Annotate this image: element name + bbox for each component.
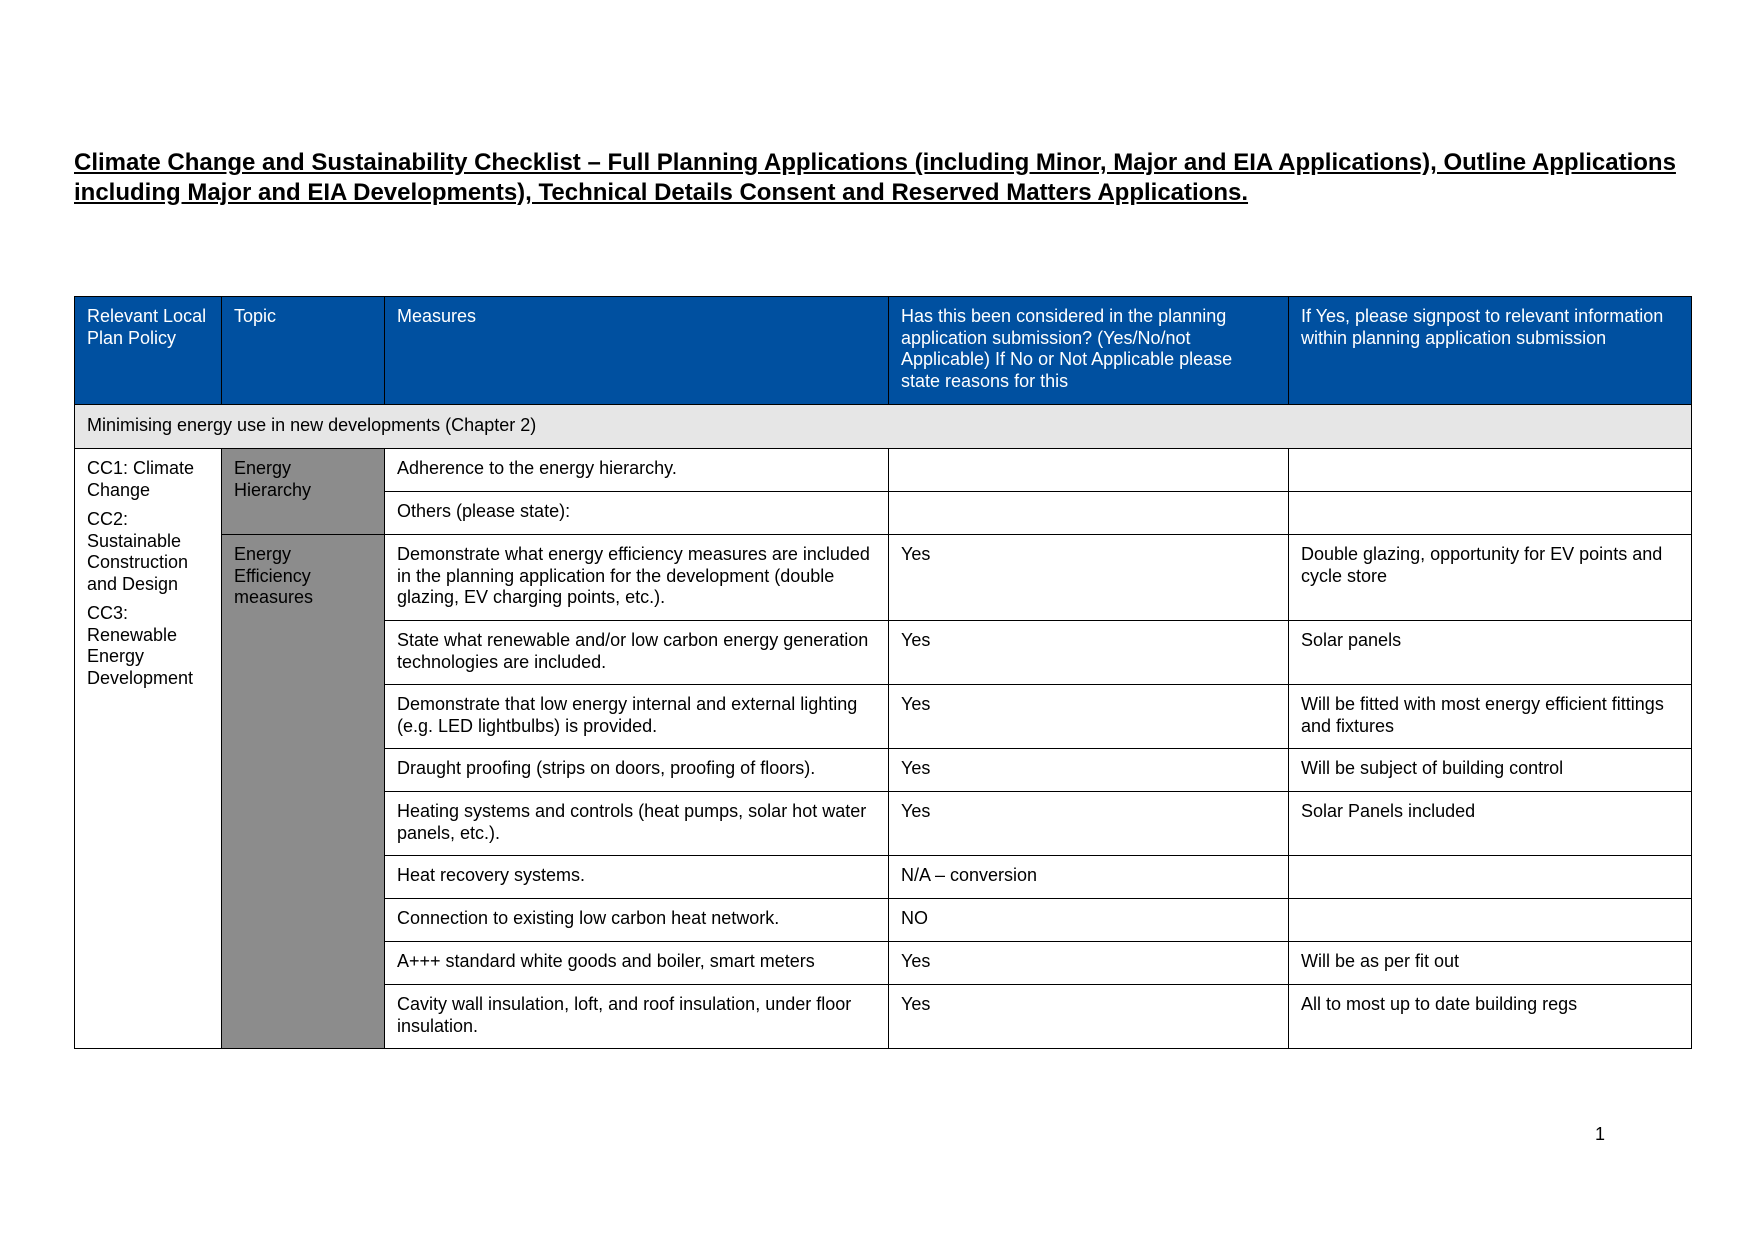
header-row: [75, 297, 1692, 405]
header-signpost: If Yes, please signpost to relevant information within planning application submission: [1289, 297, 1692, 405]
measure-cell: Demonstrate what energy efficiency measures are included in the planning application for the development (double glazing, EV charging points, etc.).: [385, 535, 889, 621]
header-measures: Measures: [385, 297, 889, 405]
considered-cell: Yes: [889, 985, 1289, 1049]
measure-cell: Connection to existing low carbon heat network.: [385, 899, 889, 942]
considered-cell: Yes: [889, 621, 1289, 685]
header-considered: Has this been considered in the planning application submission? (Yes/No/not Applicable) If No or Not Applicable please state reasons for this: [889, 297, 1289, 405]
policy-cc3: CC3: Renewable Energy Development: [87, 603, 194, 688]
signpost-cell: Will be fitted with most energy efficient fittings and fixtures: [1289, 685, 1692, 749]
signpost-cell: Solar Panels included: [1289, 792, 1692, 856]
table-row: [75, 535, 1692, 621]
signpost-cell: Double glazing, opportunity for EV points and cycle store: [1289, 535, 1692, 621]
measure-cell: Heating systems and controls (heat pumps, solar hot water panels, etc.).: [385, 792, 889, 856]
topic-energy-efficiency: Energy Efficiency measures: [222, 535, 385, 1049]
section-title: Minimising energy use in new developments (Chapter 2): [75, 405, 1692, 449]
policy-cc2: CC2: Sustainable Construction and Design: [87, 509, 189, 594]
considered-cell: Yes: [889, 685, 1289, 749]
section-row: [75, 405, 1692, 449]
measure-cell: Cavity wall insulation, loft, and roof insulation, under floor insulation.: [385, 985, 889, 1049]
considered-cell: Yes: [889, 535, 1289, 621]
measure-cell: Adherence to the energy hierarchy.: [385, 449, 889, 492]
considered-cell: [889, 449, 1289, 492]
signpost-cell: [1289, 856, 1692, 899]
policy-cell: [75, 449, 222, 1049]
measure-cell: Others (please state):: [385, 492, 889, 535]
measure-cell: Heat recovery systems.: [385, 856, 889, 899]
policy-cc1: CC1: Climate Change: [87, 458, 195, 500]
signpost-cell: All to most up to date building regs: [1289, 985, 1692, 1049]
signpost-cell: Will be as per fit out: [1289, 942, 1692, 985]
page-number: 1: [1595, 1124, 1606, 1144]
signpost-cell: [1289, 449, 1692, 492]
signpost-cell: [1289, 899, 1692, 942]
considered-cell: Yes: [889, 942, 1289, 985]
considered-cell: Yes: [889, 749, 1289, 792]
considered-cell: N/A – conversion: [889, 856, 1289, 899]
measure-cell: State what renewable and/or low carbon energy generation technologies are included.: [385, 621, 889, 685]
measure-cell: A+++ standard white goods and boiler, smart meters: [385, 942, 889, 985]
document-title: Climate Change and Sustainability Checklist – Full Planning Applications (including Minor, Major and EIA Applications), Outline Applications including Major and EIA Developments), Technical Details Consent and Reserved Matters Applications.: [74, 149, 1676, 206]
measure-cell: Draught proofing (strips on doors, proofing of floors).: [385, 749, 889, 792]
considered-cell: [889, 492, 1289, 535]
measure-cell: Demonstrate that low energy internal and external lighting (e.g. LED lightbulbs) is provided.: [385, 685, 889, 749]
signpost-cell: Solar panels: [1289, 621, 1692, 685]
checklist-table: [74, 296, 1692, 1049]
considered-cell: Yes: [889, 792, 1289, 856]
header-policy: Relevant Local Plan Policy: [75, 297, 222, 405]
header-topic: Topic: [222, 297, 385, 405]
signpost-cell: [1289, 492, 1692, 535]
signpost-cell: Will be subject of building control: [1289, 749, 1692, 792]
considered-cell: NO: [889, 899, 1289, 942]
table-row: [75, 449, 1692, 492]
topic-energy-hierarchy: Energy Hierarchy: [222, 449, 385, 535]
